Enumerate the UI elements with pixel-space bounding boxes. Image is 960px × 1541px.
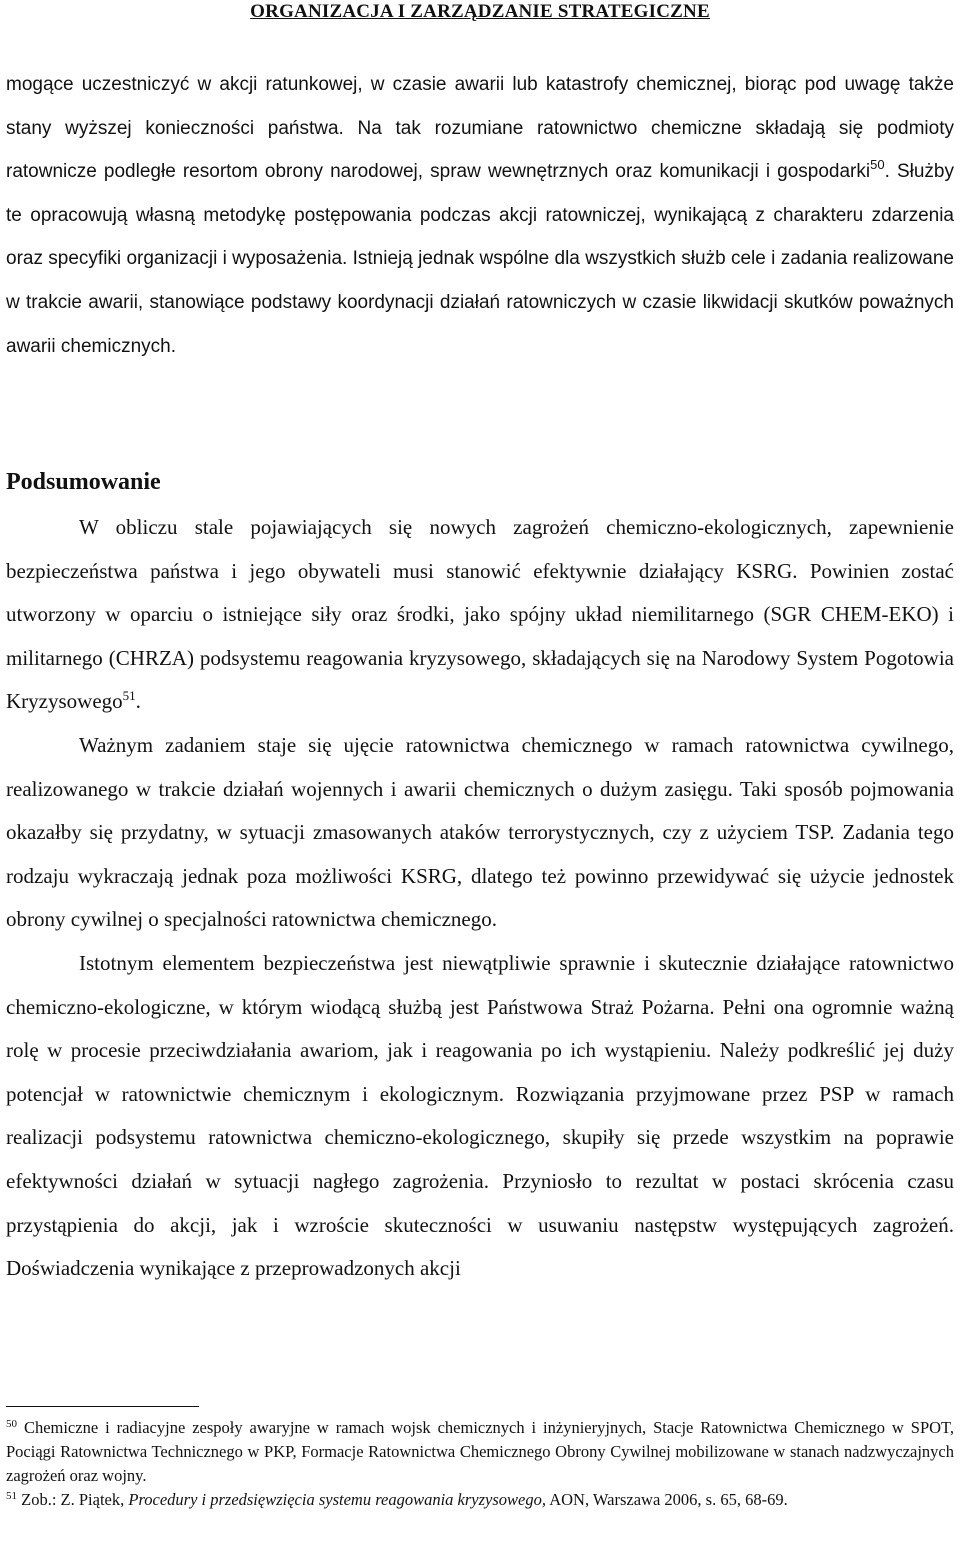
summary-paragraph-1-text-1: W obliczu stale pojawiających się nowych zagrożeń chemiczno-ekologicznych, zapewnienie bezpieczeństwa państwa i jego obywateli musi stanowić efektywnie działający KSRG. Powinien zostać utworzony w oparciu o istniejące siły oraz środki, jako spójny układ niemilitarnego (SGR CHEM-EKO) i militarnego (CHRZA) podsystemu reagowania kryzysowego, składających się na Narodowy System Pogotowia Kryzysowego [6,515,954,714]
summary-paragraph-2: Ważnym zadaniem staje się ujęcie ratownictwa chemicznego w ramach ratownictwa cywilnego, realizowanego w trakcie działań wojennych i awarii chemicznych o dużym zasięgu. Taki sposób pojmowania okazałby się przydatny, w sytuacji zmasowanych ataków terrorystycznych, czy z użyciem TSP. Zadania tego rodzaju wykraczają jednak poza możliwości KSRG, dlatego też powinno przewidywać się użycie jednostek obrony cywilnej o specjalności ratownictwa chemicznego. [6,732,954,932]
footnote-50 [6,1416,954,1488]
running-header [0,0,960,30]
summary-paragraph-3: Istotnym elementem bezpieczeństwa jest niewątpliwie sprawnie i skutecznie działające ratownictwo chemiczno-ekologiczne, w którym wiodącą służbą jest Państwowa Straż Pożarna. Pełni ona ogromnie ważną rolę w procesie przeciwdziałania awariom, jak i reagowania po ich wystąpieniu. Należy podkreślić jej duży potencjał w ratownictwie chemicznym i ekologicznym. Rozwiązania przyjmowane przez PSP w ramach realizacji podsystemu ratownictwa chemiczno-ekologicznego, skupiły się przede wszystkim na poprawie efektywności działań w sytuacji nagłego zagrożenia. Przyniosło to rezultat w postaci skrócenia czasu przystąpienia do akcji, jak i wzroście skuteczności w usuwaniu następstw występujących zagrożeń. Doświadczenia wynikające z przeprowadzonych akcji [6,950,954,1281]
footnote-number: 51 [6,1490,17,1502]
footnote-51 [6,1488,954,1512]
section-heading: Podsumowanie [6,469,161,495]
summary-section [6,506,954,1291]
summary-paragraph-1 [6,506,954,724]
summary-paragraph-1-text-2: . [135,689,141,714]
opening-paragraph-text-2: . Służby te opracowują własną metodykę postępowania podczas akcji ratowniczej, wynikającą z charakteru zdarzenia oraz specyfiki organizacji i wyposażenia. Istnieją jednak wspólne dla wszystkich służb cele i zadania realizowane w trakcie awarii, stanowiące podstawy koordynacji działań ratowniczych w czasie likwidacji skutków poważnych awarii chemicznych. [6,161,954,357]
footnote-ref-50[interactable]: 50 [870,157,885,173]
footnotes [6,1416,954,1512]
running-header-title: ORGANIZACJA I ZARZĄDZANIE STRATEGICZNE [250,1,710,22]
footnote-number: 50 [6,1418,17,1430]
footnote-separator [6,1406,199,1407]
footnote-ref-51[interactable]: 51 [122,688,136,704]
footnote-text: Chemiczne i radiacyjne zespoły awaryjne w ramach wojsk chemicznych i inżynieryjnych, Stacje Ratownictwa Chemicznego w SPOT, Pociągi Ratownictwa Technicznego w PKP, Formacje Ratownictwa Chemicznego Obrony Cywilnej mobilizowane w stanach nadzwyczajnych zagrożeń oraz wojny. [6,1418,955,1485]
footnote-cited-title: Procedury i przedsięwzięcia systemu reagowania kryzysowego, [128,1490,546,1509]
opening-paragraph-text-1: mogące uczestniczyć w akcji ratunkowej, w czasie awarii lub katastrofy chemicznej, biorąc pod uwagę także stany wyższej konieczności państwa. Na tak rozumiane ratownictwo chemiczne składają się podmioty ratownicze podległe resortom obrony narodowej, spraw wewnętrznych oraz komunikacji i gospodarki [6,74,954,183]
opening-paragraph [6,63,954,368]
footnote-suffix: AON, Warszawa 2006, s. 65, 68-69. [545,1490,788,1509]
footnote-prefix: Zob.: Z. Piątek, [21,1490,129,1509]
